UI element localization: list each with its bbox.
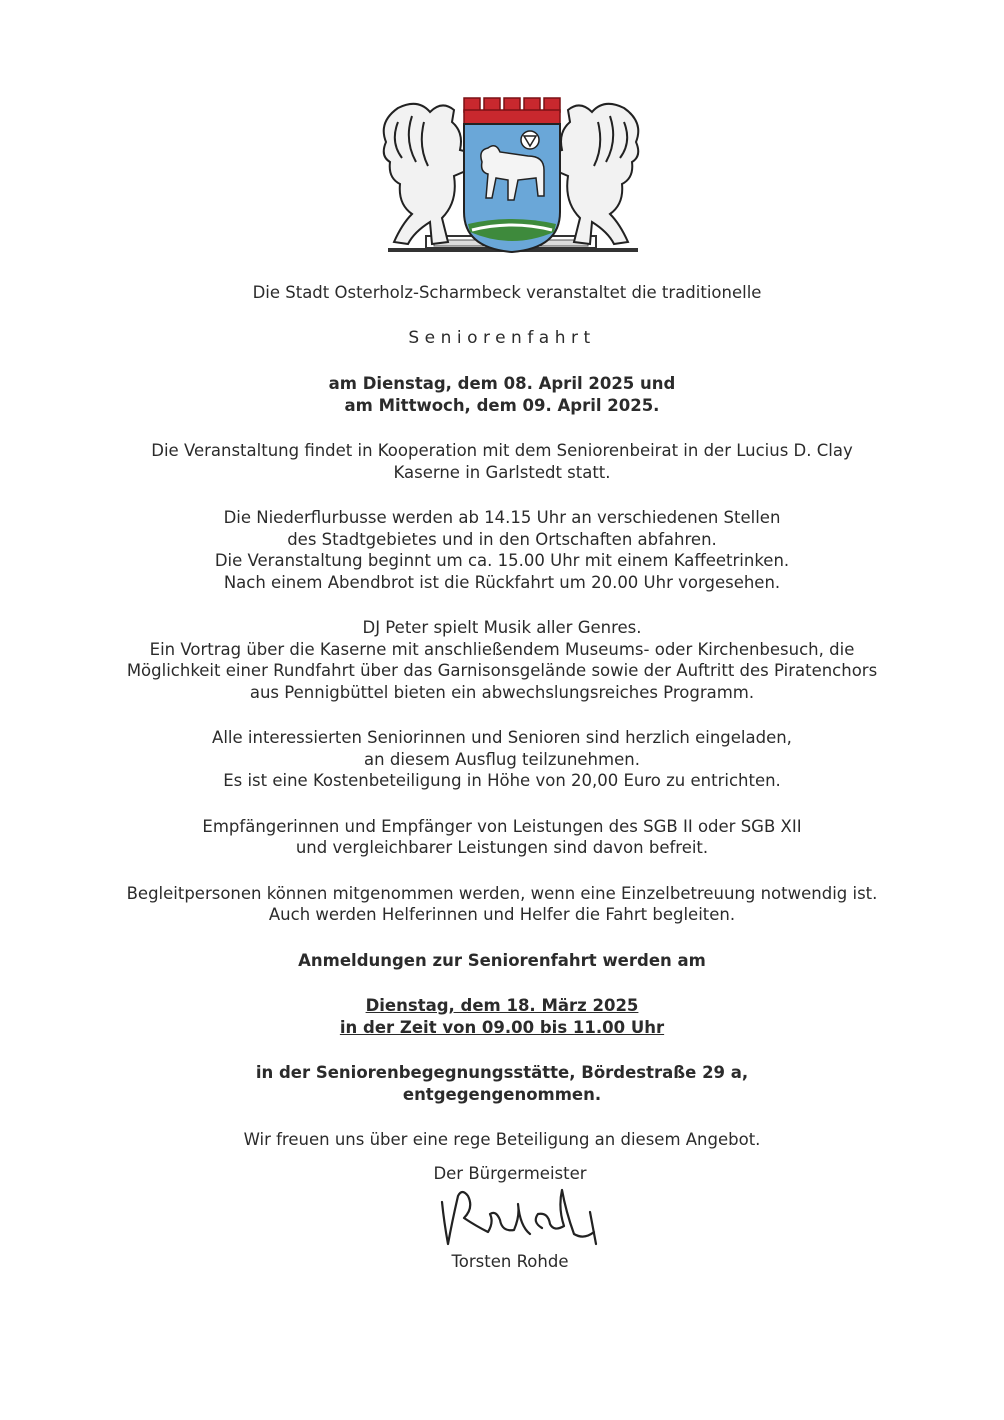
signer-name: Torsten Rohde — [451, 1252, 569, 1271]
invitation-line-2: an diesem Ausflug teilzunehmen. — [364, 749, 640, 769]
program-line-1: DJ Peter spielt Musik aller Genres. — [362, 618, 642, 637]
document-title: Seniorenfahrt — [408, 327, 596, 348]
exemption-line-2: und vergleichbarer Leistungen sind davon befreit. — [295, 838, 709, 857]
registration-date: Dienstag, dem 18. März 2025 — [365, 996, 639, 1015]
coat-of-arms-icon — [368, 92, 654, 262]
cooperation-line-1: Die Veranstaltung findet in Kooperation mit dem Seniorenbeirat in der Lucius D. Clay — [151, 441, 853, 460]
schedule-line-1: Die Niederflurbusse werden ab 14.15 Uhr an verschiedenen Stellen — [223, 508, 781, 527]
schedule-line-3: Die Veranstaltung beginnt um ca. 15.00 Uhr mit einem Kaffeetrinken. — [214, 551, 790, 570]
invitation-line-3: Es ist eine Kostenbeteiligung in Höhe von 20,00 Euro zu entrichten. — [223, 771, 781, 790]
signature-icon — [434, 1182, 604, 1252]
invitation-line-1: Alle interessierten Seniorinnen und Senioren sind herzlich eingeladen, — [212, 728, 792, 747]
companions-line-1: Begleitpersonen können mitgenommen werden, wenn eine Einzelbetreuung notwendig ist. — [126, 883, 878, 903]
signature-role: Der Bürgermeister — [433, 1164, 587, 1183]
cooperation-line-2: Kaserne in Garlstedt statt. — [393, 462, 611, 482]
exemption-line-1: Empfängerinnen und Empfänger von Leistungen des SGB II oder SGB XII — [202, 816, 802, 836]
program-line-4: aus Pennigbüttel bieten ein abwechslungsreiches Programm. — [249, 682, 755, 702]
program-line-2: Ein Vortrag über die Kaserne mit anschließendem Museums- oder Kirchenbesuch, die — [149, 639, 855, 659]
registration-place-line-2: entgegengenommen. — [402, 1084, 602, 1104]
intro-text: Die Stadt Osterholz-Scharmbeck veranstaltet die traditionelle — [252, 283, 762, 302]
registration-time: in der Zeit von 09.00 bis 11.00 Uhr — [339, 1017, 665, 1037]
date-line-2: am Mittwoch, dem 09. April 2025. — [344, 395, 660, 415]
closing-text: Wir freuen uns über eine rege Beteiligung an diesem Angebot. — [243, 1130, 761, 1149]
program-line-3: Möglichkeit einer Rundfahrt über das Garnisonsgelände sowie der Auftritt des Piratenchors — [126, 661, 878, 680]
schedule-line-2: des Stadtgebietes und in den Ortschaften abfahren. — [287, 529, 717, 549]
document-body — [0, 282, 1004, 1151]
companions-line-2: Auch werden Helferinnen und Helfer die Fahrt begleiten. — [268, 905, 736, 924]
date-line-1: am Dienstag, dem 08. April 2025 und — [328, 374, 676, 393]
registration-intro: Anmeldungen zur Seniorenfahrt werden am — [298, 950, 706, 970]
schedule-line-4: Nach einem Abendbrot ist die Rückfahrt um 20.00 Uhr vorgesehen. — [223, 572, 781, 592]
registration-place-line-1: in der Seniorenbegegnungsstätte, Bördestraße 29 a, — [255, 1063, 749, 1082]
